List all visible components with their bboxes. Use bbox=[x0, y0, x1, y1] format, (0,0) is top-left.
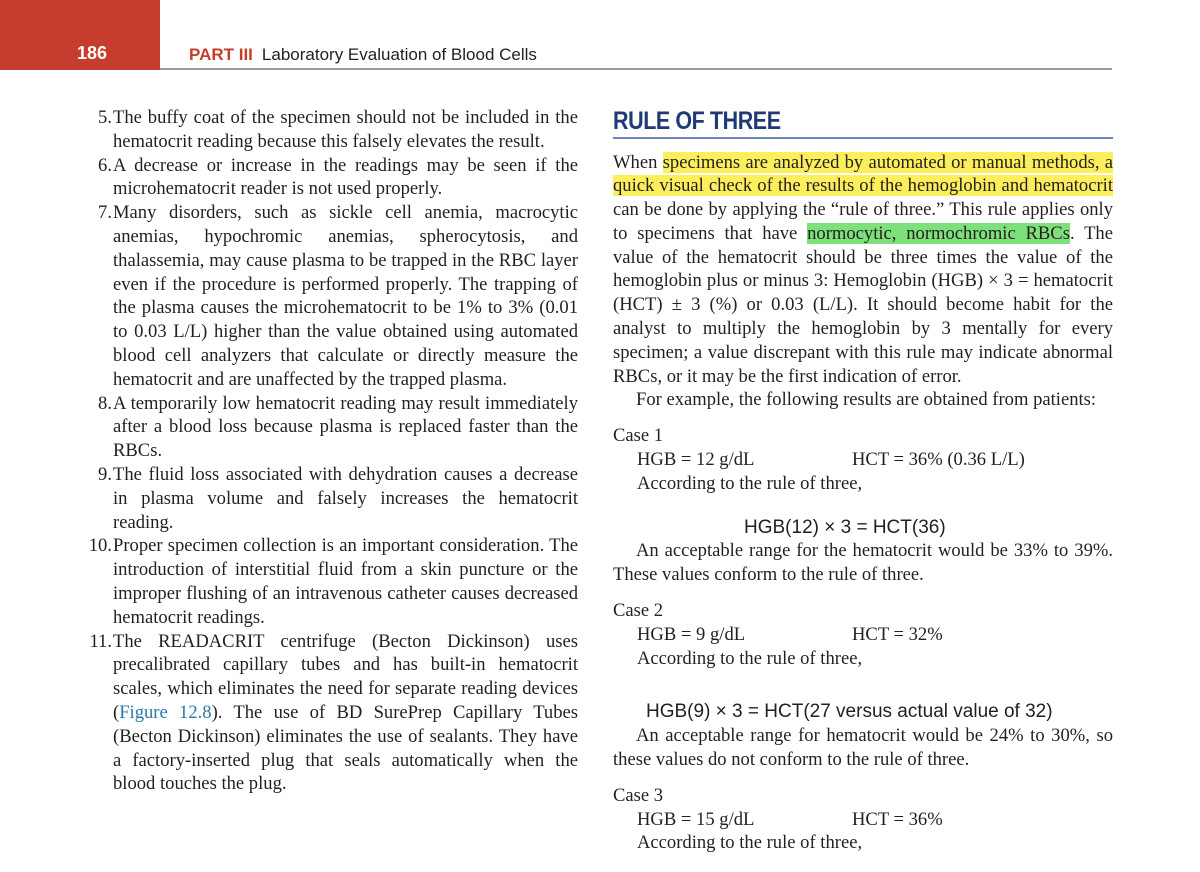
case-according: According to the rule of three, bbox=[637, 832, 863, 854]
example-intro: For example, the following results are obtained from patients: bbox=[636, 389, 1097, 411]
header-rule bbox=[160, 68, 1112, 70]
page-number: 186 bbox=[77, 43, 108, 63]
hct-value: HCT = 36% bbox=[852, 808, 943, 830]
list-text: A temporarily low hematocrit reading may result immediately after a blood loss because plasma is replaced faster than the RBCs. bbox=[113, 392, 578, 462]
section-title-rule bbox=[613, 137, 1113, 139]
hgb-value: HGB = 9 g/dL bbox=[637, 623, 746, 645]
hct-value: HCT = 36% (0.36 L/L) bbox=[852, 449, 1025, 471]
part-label: PART III bbox=[189, 45, 253, 64]
case-values bbox=[637, 623, 1113, 647]
section-title: RULE OF THREE bbox=[613, 107, 781, 135]
case-title: Case 3 bbox=[613, 784, 664, 806]
list-text: ). The use of BD SurePrep Capillary Tubes (Becton Dickinson) eliminates the use of sealants. They have a factory-inserted plug that seals automatically when the blood touches the plug. bbox=[113, 701, 578, 795]
list-item bbox=[70, 201, 578, 391]
list-text: Proper specimen collection is an important consideration. The introduction of interstitial fluid from a skin puncture or the improper flushing of an intravenous catheter causes decreased hematocrit readings. bbox=[113, 535, 578, 628]
chapter-title: Laboratory Evaluation of Blood Cells bbox=[261, 45, 537, 64]
case-title: Case 2 bbox=[613, 600, 664, 622]
figure-link[interactable]: Figure 12.8 bbox=[119, 701, 212, 723]
intro-paragraph bbox=[613, 151, 1113, 389]
list-item bbox=[70, 463, 578, 534]
list-text: A decrease or increase in the readings may be seen if the microhematocrit reader is not used properly. bbox=[113, 154, 578, 200]
hgb-value: HGB = 12 g/dL bbox=[637, 449, 755, 471]
list-text: The buffy coat of the specimen should not be included in the hematocrit reading because this falsely elevates the result. bbox=[113, 107, 578, 152]
list-number: 6. bbox=[98, 154, 112, 176]
case-values bbox=[637, 808, 1113, 832]
list-number: 7. bbox=[98, 202, 112, 224]
intro-text: When bbox=[613, 151, 663, 173]
procedure-notes-list bbox=[70, 106, 578, 796]
rule-formula: HGB(12) × 3 = HCT(36) bbox=[744, 516, 946, 538]
list-item bbox=[70, 534, 578, 629]
list-number: 9. bbox=[98, 463, 112, 485]
left-column bbox=[70, 106, 578, 796]
list-item bbox=[70, 106, 578, 154]
case-according: According to the rule of three, bbox=[637, 472, 863, 494]
green-highlight: normocytic, normochromic RBCs bbox=[807, 222, 1070, 244]
case-title: Case 1 bbox=[613, 425, 664, 447]
list-text: The READACRIT centrifuge (Becton Dickinson) uses precalibrated capillary tubes and has built-in hematocrit scales, which eliminates the need for separate reading devices ( bbox=[113, 630, 578, 723]
list-item bbox=[70, 392, 578, 463]
right-column bbox=[613, 106, 1113, 855]
list-item bbox=[70, 630, 578, 797]
list-text: Many disorders, such as sickle cell anemia, macrocytic anemias, hypochromic anemias, spherocytosis, and thalassemia, may cause plasma to be trapped in the RBC layer even if the procedure is performed properly. The trapping of the plasma causes the microhematocrit to be 1% to 3% (0.01 to 0.03 L/L) higher than the value obtained using automated blood cell analyzers that calculate or directly measure the hematocrit and are unaffected by the trapped plasma. bbox=[113, 202, 578, 390]
hct-value: HCT = 32% bbox=[852, 623, 943, 645]
case-conclusion: An acceptable range for hematocrit would be 24% to 30%, so these values do not conform to the rule of three. bbox=[613, 725, 1113, 771]
yellow-highlight: specimens are analyzed by automated or manual methods, a quick visual check of the results of the hemoglobin and hematocrit bbox=[613, 151, 1114, 197]
case-according: According to the rule of three, bbox=[637, 647, 863, 669]
intro-text: . The value of the hematocrit should be three times the value of the hemoglobin plus or minus 3: Hemoglobin (HGB) × 3 = hematocrit (HCT) ± 3 (%) or 0.03 (L/L). It should become habit for the analyst to multiply the hemoglobin by 3 mentally for every specimen; a value discrepant with this rule may indicate abnormal RBCs, or it may be the first indication of error. bbox=[613, 222, 1113, 387]
running-header bbox=[189, 45, 537, 65]
case-values bbox=[637, 448, 1113, 472]
list-number: 5. bbox=[98, 107, 112, 128]
list-number: 10. bbox=[88, 535, 112, 557]
list-number: 8. bbox=[98, 392, 112, 414]
case-conclusion: An acceptable range for the hematocrit would be 33% to 39%. These values conform to the rule of three. bbox=[613, 540, 1113, 586]
rule-formula: HGB(9) × 3 = HCT(27 versus actual value of 32) bbox=[646, 701, 1053, 723]
list-text: The fluid loss associated with dehydration causes a decrease in plasma volume and falsely increases the hematocrit reading. bbox=[113, 463, 578, 533]
hgb-value: HGB = 15 g/dL bbox=[637, 808, 755, 830]
list-item bbox=[70, 154, 578, 202]
list-number: 11. bbox=[89, 630, 112, 652]
intro-text: can be done by applying the “rule of three.” This rule applies only to specimens that have bbox=[613, 199, 1113, 244]
